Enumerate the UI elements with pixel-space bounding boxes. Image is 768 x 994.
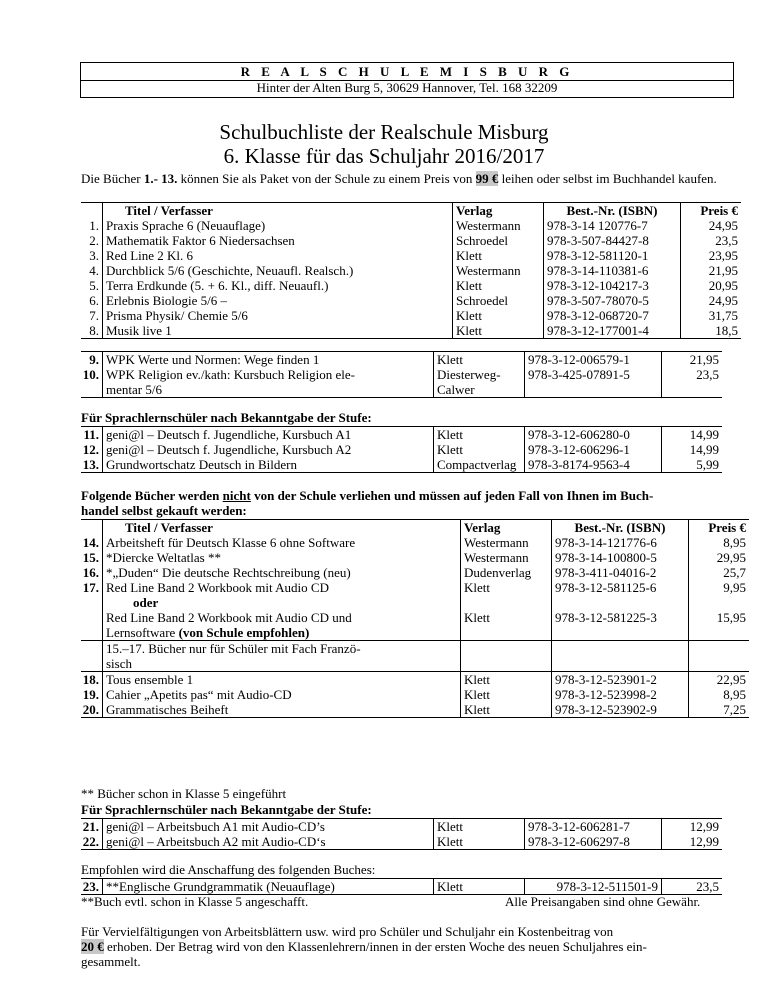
- page-subtitle: 6. Klasse für das Schuljahr 2016/2017: [223, 144, 545, 168]
- table-row: 4. Durchblick 5/6 (Geschichte, Neuaufl. Realsch.) Westermann 978-3-14-110381-6 21,95: [81, 263, 741, 278]
- table-row: 21. geni@l – Arbeitsbuch A1 mit Audio-CD’s Klett 978-3-12-606281-7 12,99: [81, 819, 722, 835]
- table-row: 19. Cahier „Apetits pas“ mit Audio-CD Klett 978-3-12-523998-2 8,95: [82, 687, 746, 702]
- section-heading-2: Für Sprachlernschüler nach Bekanntgabe der Stufe:: [81, 802, 372, 817]
- book-table-3: [81, 426, 722, 473]
- table-row: 5. Terra Erdkunde (5. + 6. Kl., diff. Neuaufl.) Klett 978-3-12-104217-3 20,95: [81, 278, 741, 293]
- buy-heading: Folgende Bücher werden nicht von der Schule verliehen und müssen auf jeden Fall von Ihnen im Buch- handel selbst gekauft werden:: [81, 488, 654, 518]
- recommend-text: Empfohlen wird die Anschaffung des folgenden Buches:: [81, 862, 376, 877]
- table-row: Red Line Band 2 Workbook mit Audio CD und Klett 978-3-12-581225-3 15,95: [81, 610, 749, 625]
- table-row: 13. Grundwortschatz Deutsch in Bildern Compactverlag 978-3-8174-9563-4 5,99: [81, 457, 722, 473]
- col-title: Titel / Verfasser: [103, 203, 453, 219]
- table-row: 6. Erlebnis Biologie 5/6 – Schroedel 978-3-507-78070-5 24,95: [81, 293, 741, 308]
- table-row: 1. Praxis Sprache 6 (Neuauflage) Westermann 978-3-14 120776-7 24,95: [81, 218, 741, 233]
- book-table-2: [81, 351, 722, 398]
- package-price: 99 €: [475, 171, 499, 186]
- table-row: 2. Mathematik Faktor 6 Niedersachsen Schroedel 978-3-507-84427-8 23,5: [81, 233, 741, 248]
- col-price: Preis €: [681, 203, 742, 219]
- table-row: 8. Musik live 1 Klett 978-3-12-177001-4 18,5: [81, 323, 741, 339]
- table-row: 7. Prisma Physik/ Chemie 5/6 Klett 978-3-12-068720-7 31,75: [81, 308, 741, 323]
- disclaimer: Alle Preisangaben sind ohne Gewähr.: [505, 894, 701, 909]
- page-title: Schulbuchliste der Realschule Misburg: [219, 120, 549, 144]
- table-row: 12. geni@l – Deutsch f. Jugendliche, Kursbuch A2 Klett 978-3-12-606296-1 14,99: [82, 442, 719, 457]
- note-klasse5: ** Bücher schon in Klasse 5 eingeführt: [81, 786, 287, 801]
- table-row: 16. *„Duden“ Die deutsche Rechtschreibung (neu) Dudenverlag 978-3-411-04016-2 25,7: [82, 565, 746, 580]
- french-note: 15.–17. Bücher nur für Schüler mit Fach Franzö-: [103, 641, 461, 657]
- school-name: R E A L S C H U L E M I S B U R G: [80, 62, 734, 81]
- oder-label: oder: [103, 595, 461, 610]
- table-row: 20. Grammatisches Beiheft Klett 978-3-12-523902-9 7,25: [81, 702, 749, 718]
- book-table-6: [81, 818, 722, 850]
- copy-fee-price: 20 €: [81, 939, 104, 954]
- table-row: 14. Arbeitsheft für Deutsch Klasse 6 ohne Software Westermann 978-3-14-121776-6 8,95: [82, 535, 746, 550]
- book-table-1: [81, 202, 741, 339]
- table-row: 11. geni@l – Deutsch f. Jugendliche, Kursbuch A1 Klett 978-3-12-606280-0 14,99: [81, 427, 722, 443]
- table-row: 3. Red Line 2 Kl. 6 Klett 978-3-12-581120-1 23,95: [81, 248, 741, 263]
- footnote: **Buch evtl. schon in Klasse 5 angeschafft.: [81, 894, 309, 909]
- table-row: 22. geni@l – Arbeitsbuch A2 mit Audio-CD‘s Klett 978-3-12-606297-8 12,99: [81, 834, 722, 850]
- table-row: 15. *Diercke Weltatlas ** Westermann 978-3-14-100800-5 29,95: [82, 550, 746, 565]
- intro-text: Die Bücher 1.- 13. können Sie als Paket von der Schule zu einem Preis von 99 € leihen oder selbst im Buchhandel kaufen.: [81, 171, 717, 186]
- table-row: 18. Tous ensemble 1 Klett 978-3-12-523901-2 22,95: [82, 672, 746, 687]
- school-address: Hinter der Alten Burg 5, 30629 Hannover, Tel. 168 32209: [80, 79, 734, 98]
- col-publisher: Verlag: [453, 203, 544, 219]
- book-table-4: Titel / Verfasser Verlag Best.-Nr. (ISBN) Preis € 14. Arbeitsheft für Deutsch Klasse 6 ohne Software Westermann 978-3-14-121776-6 8,95 15. *Diercke Weltatlas ** Westermann 978-3-14-100800-5 29,95 16. *„Duden“ Die deutsche Rechtschreibung (neu) Dudenverlag 978-3-411-04016-2 25,7 17. Red Line Band 2 Workbook mit Audio CD Klett 978-3-12-581125-6 9,95 oder Red Line Band 2 Workbook mit Audio CD und Klett 978-3-12-581225-3 15,95 Lernsoftware (von Schule empfohlen) 15.–17. Bücher nur für Schüler mit Fach Franzö- sisch 18. Tous ensemble 1 Klett 978-3-12-523901-2 22,95 19. Cahier „Apetits pas“ mit Audio-CD Klett 978-3-12-523998-2 8,95 20. Grammatisches Beiheft Klett 978-3-12-523902-9 7,25: [81, 519, 749, 718]
- col-isbn: Best.-Nr. (ISBN): [544, 203, 681, 219]
- table-row: 9. WPK Werte und Normen: Wege finden 1 Klett 978-3-12-006579-1 21,95: [81, 352, 722, 368]
- table-row: mentar 5/6 Calwer: [81, 382, 722, 398]
- table-row: 10. WPK Religion ev./kath: Kursbuch Religion ele- Diesterweg- 978-3-425-07891-5 23,5: [82, 367, 719, 382]
- book-table-7: [81, 878, 722, 895]
- section-heading: Für Sprachlernschüler nach Bekanntgabe der Stufe:: [81, 410, 372, 425]
- copy-fee-text: Für Vervielfältigungen von Arbeitsblättern usw. wird pro Schüler und Schuljahr ein Kostenbeitrag von 20 € erhoben. Der Betrag wird von den Klassenlehrern/innen in der ersten Woche des neuen Schuljahres ein- gesammelt.: [81, 924, 647, 969]
- table-row: 23. **Englische Grundgrammatik (Neuauflage) Klett 978-3-12-511501-9 23,5: [81, 879, 722, 895]
- table-row: 17. Red Line Band 2 Workbook mit Audio CD Klett 978-3-12-581125-6 9,95: [82, 580, 746, 595]
